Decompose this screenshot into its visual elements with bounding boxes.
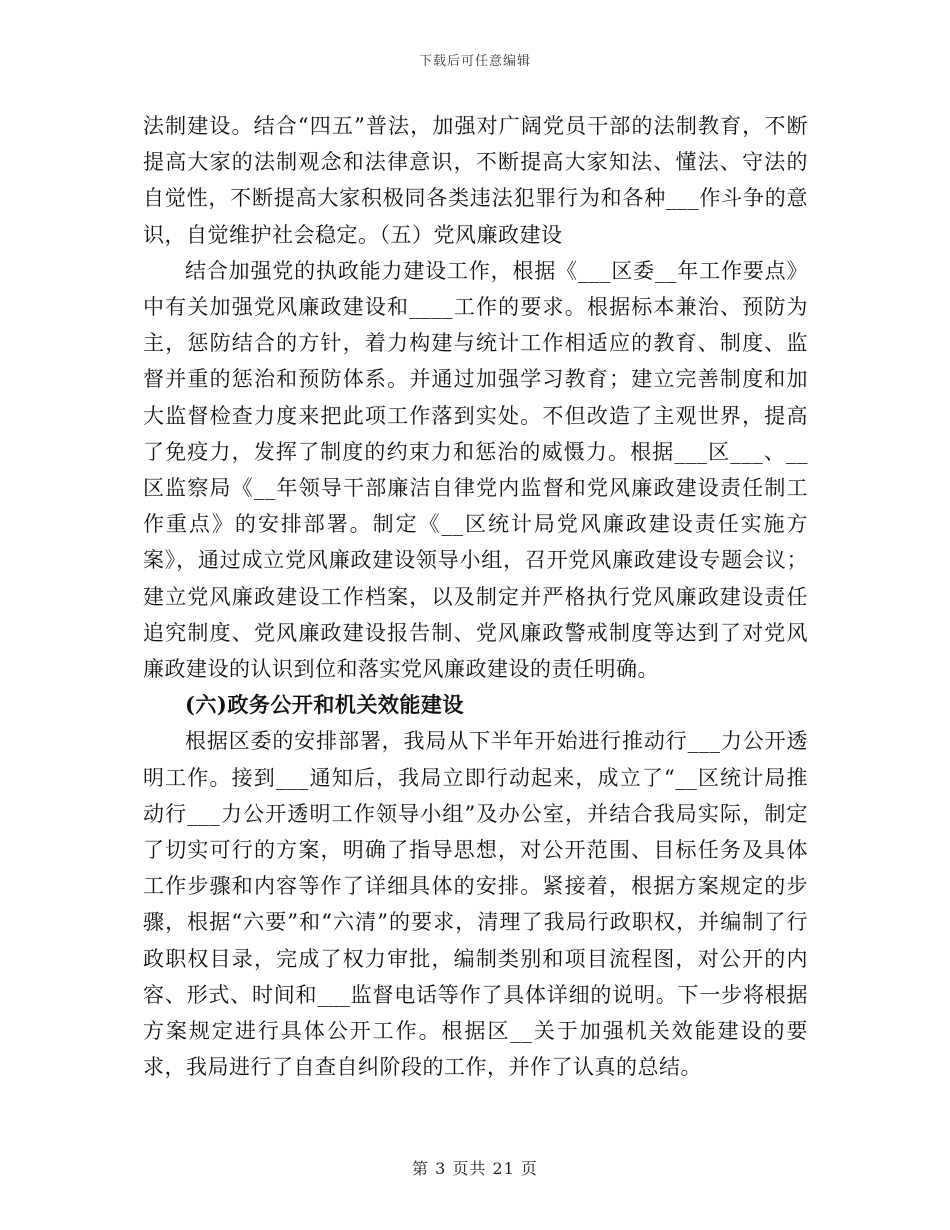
page-header: 下载后可任意编辑 (418, 54, 531, 69)
section-heading-government-affairs: (六)政务公开和机关效能建设 (185, 692, 464, 718)
document-body (143, 108, 808, 1085)
page-number: 第 3 页共 21 页 (412, 1159, 538, 1178)
paragraph-legal-education: 法制建设。结合“四五”普法，加强对广阔党员干部的法制教育，不断提高大家的法制观念和法律意识，不断提高大家知法、懂法、守法的自觉性，不断提高大家积极同各类违法犯罪行为和各种___作斗争的意识，自觉维护社会稳定。（五）党风廉政建设 (143, 114, 808, 247)
paragraph-party-integrity: 结合加强党的执政能力建设工作，根据《___区委__年工作要点》中有关加强党风廉政建设和____工作的要求。根据标本兼治、预防为主，惩防结合的方针，着力构建与统计工作相适应的教育、制度、监督并重的惩治和预防体系。并通过加强学习教育；建立完善制度和加大监督检查力度来把此项工作落到实处。不但改造了主观世界，提高了免疫力，发挥了制度的约束力和惩治的威慑力。根据___区___、__区监察局《__年领导干部廉洁自律党内监督和党风廉政建设责任制工作重点》的安排部署。制定《__区统计局党风廉政建设责任实施方案》，通过成立党风廉政建设领导小组，召开党风廉政建设专题会议；建立党风廉政建设工作档案，以及制定并严格执行党风廉政建设责任追究制度、党风廉政建设报告制、党风廉政警戒制度等达到了对党风廉政建设的认识到位和落实党风廉政建设的责任明确。 (143, 258, 808, 682)
paragraph-government-affairs: 根据区委的安排部署，我局从下半年开始进行推动行___力公开透明工作。接到___通知后，我局立即行动起来，成立了“__区统计局推动行___力公开透明工作领导小组”及办公室，并结合我局实际，制定了切实可行的方案，明确了指导思想，对公开范围、目标任务及具体工作步骤和内容等作了详细具体的安排。紧接着，根据方案规定的步骤，根据“六要”和“六清”的要求，清理了我局行政职权，并编制了行政职权目录，完成了权力审批，编制类别和项目流程图，对公开的内容、形式、时间和___监督电话等作了具体详细的说明。下一步将根据方案规定进行具体公开工作。根据区__关于加强机关效能建设的要求，我局进行了自查自纠阶段的工作，并作了认真的总结。 (143, 729, 808, 1080)
